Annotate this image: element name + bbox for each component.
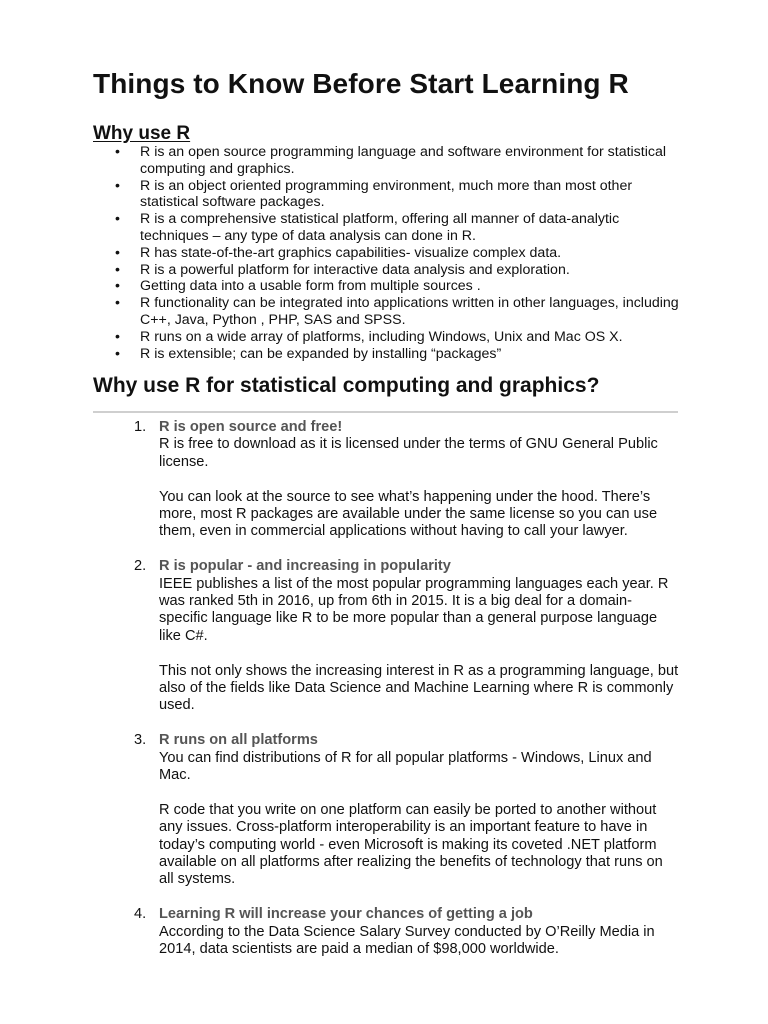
bullet-icon: • xyxy=(115,295,120,312)
reason-paragraph: You can look at the source to see what’s happening under the hood. There’s more, most R packages are available under the same license so you can use them, even in commercial applications without having to call your lawyer. xyxy=(159,488,658,540)
paragraph-spacer xyxy=(159,784,680,801)
list-item-text: R runs on a wide array of platforms, including Windows, Unix and Mac OS X. xyxy=(140,328,623,345)
list-item xyxy=(115,178,685,212)
list-item-text: R is a powerful platform for interactive data analysis and exploration. xyxy=(140,261,570,278)
reason-number: 2. xyxy=(134,558,147,575)
reason-number: 4. xyxy=(134,906,147,923)
why-use-r-list xyxy=(115,144,685,362)
bullet-icon: • xyxy=(115,278,120,295)
bullet-icon: • xyxy=(115,144,120,160)
reason-title: R runs on all platforms xyxy=(159,732,318,749)
page-title: Things to Know Before Start Learning R xyxy=(93,68,629,99)
section-divider xyxy=(93,411,678,413)
reason-item xyxy=(130,419,680,541)
bullet-icon: • xyxy=(115,177,120,194)
list-item xyxy=(115,144,685,178)
list-item-text: R is an open source programming language and software environment for statistical computing and graphics. xyxy=(140,144,667,177)
reason-title: Learning R will increase your chances of getting a job xyxy=(159,906,533,923)
reasons-list xyxy=(130,419,680,976)
list-item xyxy=(115,278,685,295)
reason-number: 1. xyxy=(134,419,147,435)
reason-paragraph: IEEE publishes a list of the most popular programming languages each year. R was ranked 5th in 2016, up from 6th in 2015. It is a big deal for a domain-specific language like R to be more popular than a general purpose language like C#. xyxy=(159,575,669,644)
list-item xyxy=(115,262,685,279)
why-use-r-heading: Why use R xyxy=(93,123,191,144)
list-item-text: R is extensible; can be expanded by installing “packages” xyxy=(140,345,502,362)
reason-item xyxy=(130,558,680,715)
bullet-icon: • xyxy=(115,261,120,278)
list-item xyxy=(115,245,685,262)
reason-paragraph: This not only shows the increasing interest in R as a programming language, but also of the fields like Data Science and Machine Learning where R is commonly used. xyxy=(159,662,679,714)
bullet-icon: • xyxy=(115,244,120,261)
bullet-icon: • xyxy=(115,328,120,345)
list-item-text: R is a comprehensive statistical platform, offering all manner of data-analytic techniques – any type of data analysis can done in R. xyxy=(140,211,620,244)
why-use-r-stats-heading: Why use R for statistical computing and graphics? xyxy=(93,374,600,397)
bullet-icon: • xyxy=(115,345,120,362)
reason-item xyxy=(130,906,680,958)
list-item-text: Getting data into a usable form from multiple sources . xyxy=(140,278,481,295)
reason-title: R is open source and free! xyxy=(159,419,343,435)
reason-paragraph: According to the Data Science Salary Survey conducted by O’Reilly Media in 2014, data scientists are paid a median of $98,000 worldwide. xyxy=(159,923,655,958)
reason-paragraph: R code that you write on one platform can easily be ported to another without any issues. Cross-platform interoperability is an important feature to have in today’s computing world - even Microsoft is making its coveted .NET platform available on all platforms after realizing the benefits of technology that runs on all systems. xyxy=(159,801,663,888)
list-item-text: R has state-of-the-art graphics capabilities- visualize complex data. xyxy=(140,244,562,261)
list-item xyxy=(115,346,685,363)
reason-paragraph: You can find distributions of R for all popular platforms - Windows, Linux and Mac. xyxy=(159,749,652,784)
reason-paragraph: R is free to download as it is licensed under the terms of GNU General Public license. xyxy=(159,436,658,470)
reason-title: R is popular - and increasing in popularity xyxy=(159,558,451,575)
paragraph-spacer xyxy=(159,645,680,662)
reason-number: 3. xyxy=(134,732,147,749)
list-item xyxy=(115,329,685,346)
list-item xyxy=(115,211,685,245)
list-item-text: R functionality can be integrated into applications written in other languages, including C++, Java, Python , PHP, SAS and SPSS. xyxy=(140,295,679,328)
reason-item xyxy=(130,732,680,889)
list-item xyxy=(115,295,685,329)
paragraph-spacer xyxy=(159,471,680,488)
list-item-text: R is an object oriented programming environment, much more than most other statistical software packages. xyxy=(140,177,633,211)
bullet-icon: • xyxy=(115,211,120,228)
